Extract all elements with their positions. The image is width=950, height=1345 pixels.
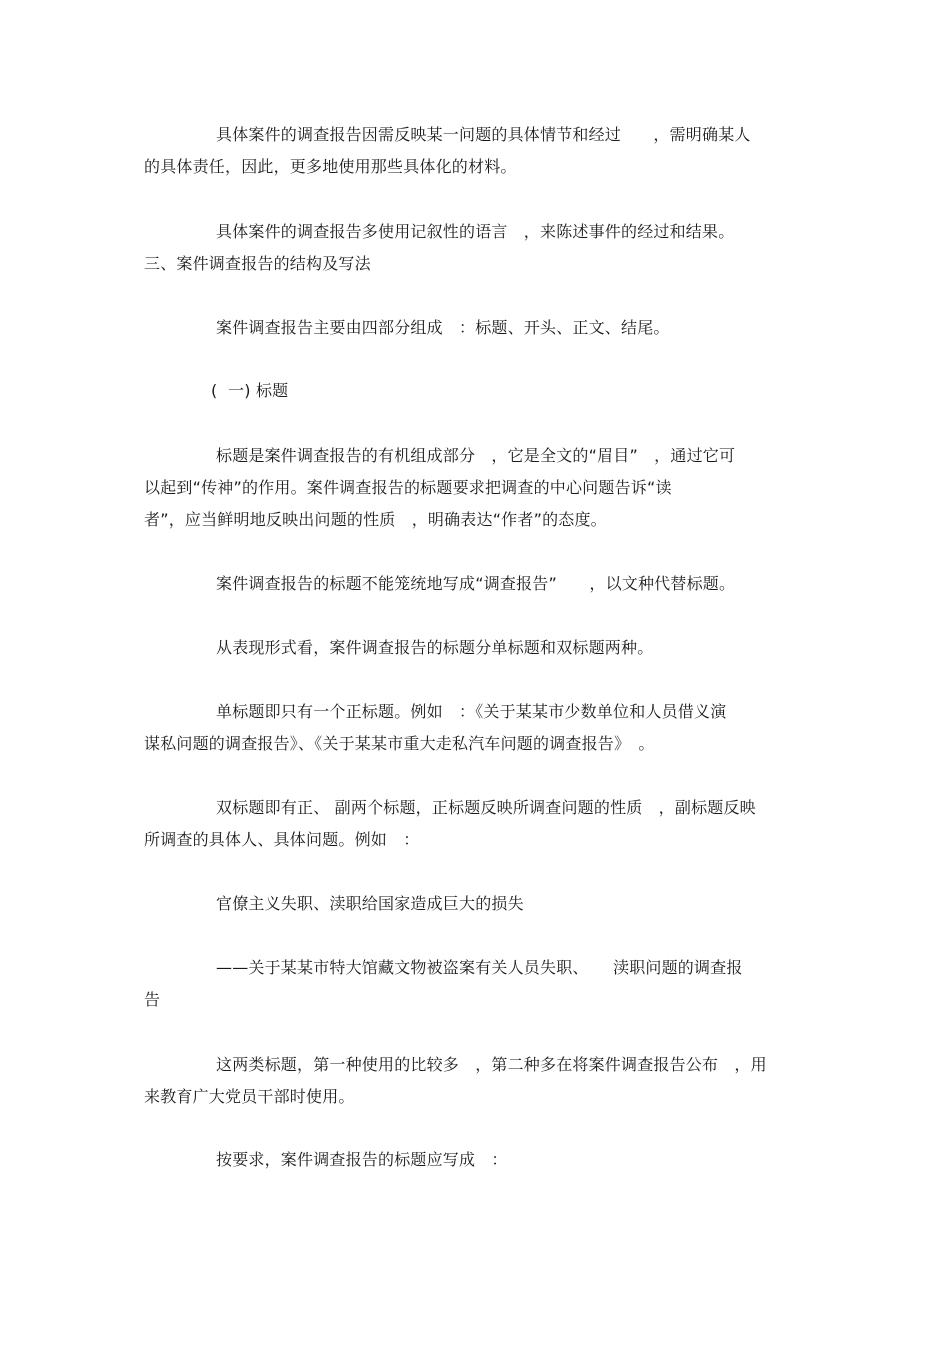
paragraph-line: 具体案件的调查报告多使用记叙性的语言 ，来陈述事件的经过和结果。	[216, 222, 735, 241]
paragraph-line: 双标题即有正、 副两个标题，正标题反映所调查问题的性质 ，副标题反映	[216, 798, 756, 817]
paragraph-line: 所调查的具体人、具体问题。例如 ：	[144, 830, 420, 849]
paragraph-line: 具体案件的调查报告因需反映某一问题的具体情节和经过 ，需明确某人	[216, 125, 751, 144]
paragraph-line: 从表现形式看，案件调查报告的标题分单标题和双标题两种。	[216, 638, 654, 657]
section-heading: 三、案件调查报告的结构及写法	[144, 254, 371, 273]
subsection-heading: ( 一) 标题	[211, 381, 289, 400]
paragraph-line: 标题是案件调查报告的有机组成部分 ，它是全文的“眉目” ，通过它可	[216, 446, 736, 465]
paragraph-line: 案件调查报告的标题不能笼统地写成“调查报告” ，以文种代替标题。	[216, 574, 736, 593]
paragraph-line: 按要求，案件调查报告的标题应写成 ：	[216, 1150, 508, 1169]
paragraph-line: 者”，应当鲜明地反映出问题的性质 ，明确表达“作者”的态度。	[144, 510, 607, 529]
paragraph-line: 谋私问题的调查报告》、《关于某某市重大走私汽车问题的调查报告》 。	[144, 734, 655, 753]
paragraph-line: 来教育广大党员干部时使用。	[144, 1087, 355, 1106]
example-subtitle: ——关于某某市特大馆藏文物被盗案有关人员失职、 渎职问题的调查报	[216, 958, 743, 977]
paragraph-line: 以起到“传神”的作用。案件调查报告的标题要求把调查的中心问题告诉“读	[144, 478, 672, 497]
paragraph-line: 单标题即只有一个正标题。例如 ：《关于某某市少数单位和人员借义演	[216, 702, 727, 721]
paragraph-line: 这两类标题，第一种使用的比较多 ，第二种多在将案件调查报告公布 ，用	[216, 1055, 767, 1074]
example-subtitle: 告	[144, 990, 161, 1009]
paragraph-line: 案件调查报告主要由四部分组成 ：标题、开头、正文、结尾。	[216, 318, 670, 337]
paragraph-line: 的具体责任，因此，更多地使用那些具体化的材料。	[144, 157, 517, 176]
example-main-title: 官僚主义失职、渎职给国家造成巨大的损失	[216, 894, 524, 913]
